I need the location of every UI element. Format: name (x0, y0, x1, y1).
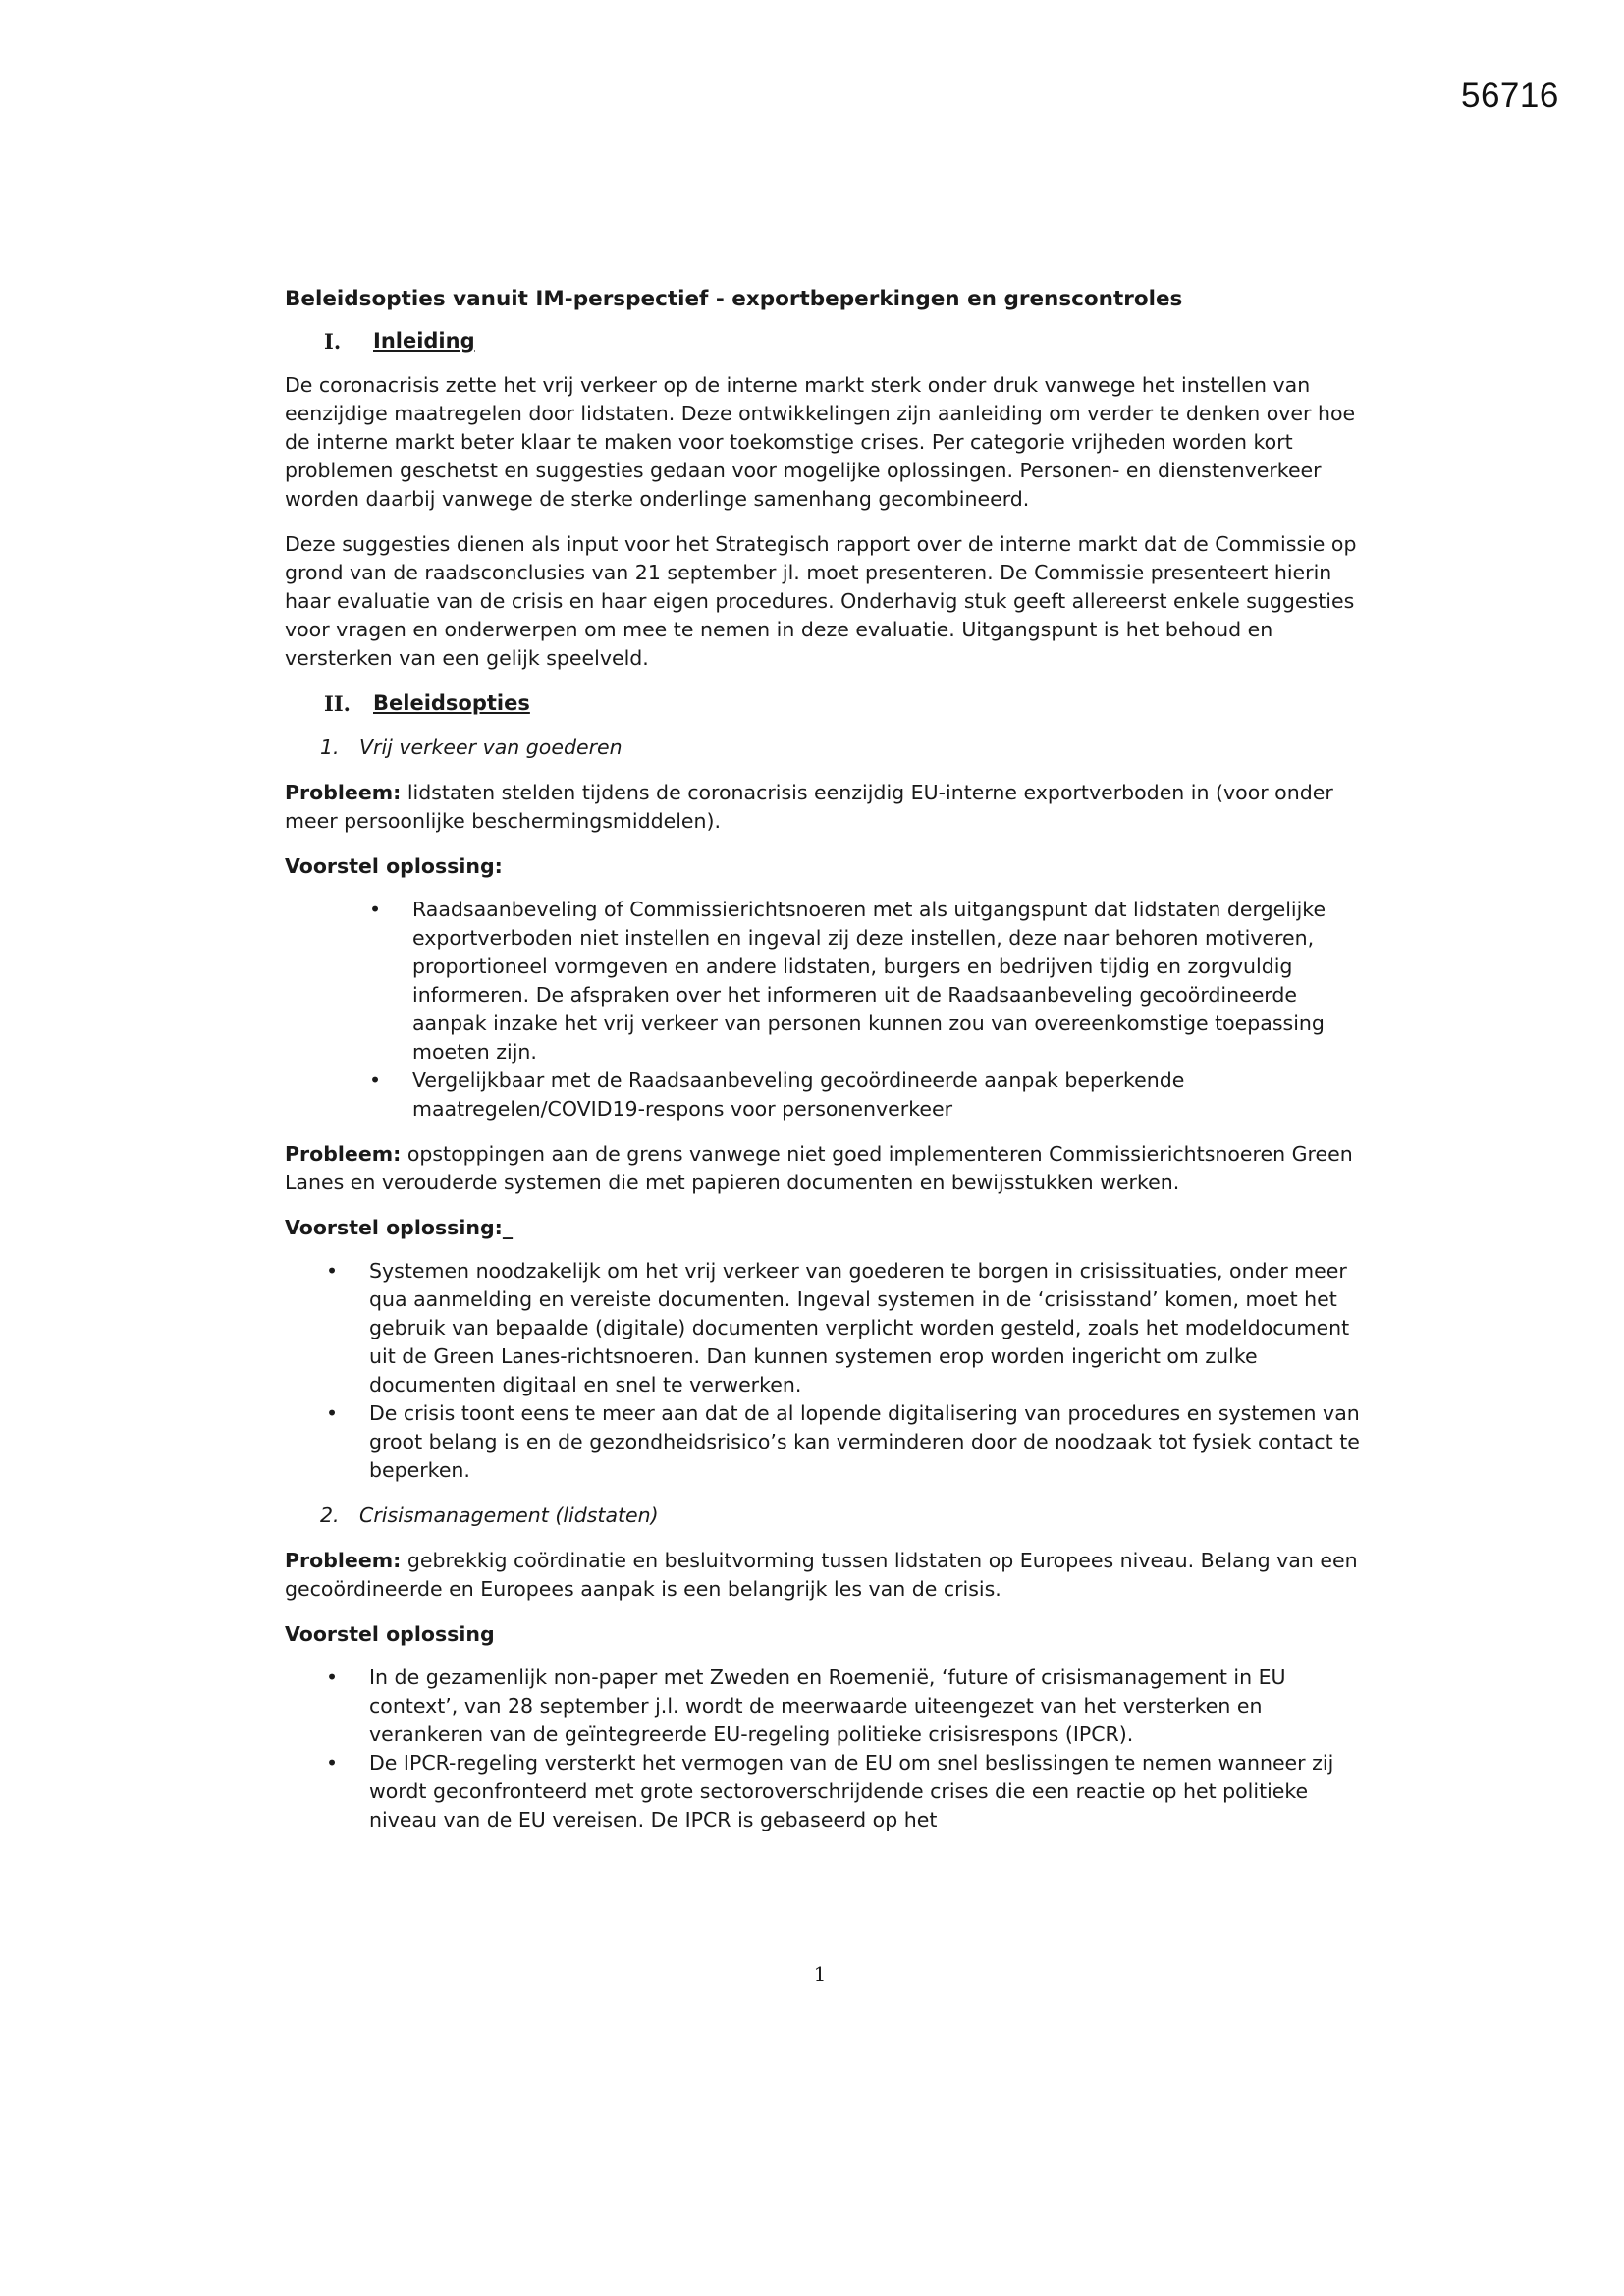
list-item (285, 1066, 1365, 1123)
list-item-text: Systemen noodzakelijk om het vrij verkeer van goederen te borgen in crisissituaties, onder meer qua aanmelding en vereiste documenten. Ingeval systemen in de ‘crisisstand’ komen, moet het gebruik van bepaalde (digitale) documenten verplicht worden gesteld, zoals het modeldocument uit de Green Lanes-richtsnoeren. Dan kunnen systemen erop worden ingericht om zulke documenten digitaal en snel te verwerken. (369, 1259, 1350, 1396)
intro-paragraph-2: Deze suggesties dienen als input voor het Strategisch rapport over de interne markt dat de Commissie op grond van de raadsconclusies van 21 september jl. moet presenteren. De Commissie presenteert hierin haar evaluatie van de crisis en haar eigen procedures. Onderhavig stuk geeft allereerst enkele suggesties voor vragen en onderwerpen om mee te nemen in deze evaluatie. Uitgangspunt is het behoud en versterken van een gelijk speelveld. (285, 532, 1357, 670)
list-item-text: De IPCR-regeling versterkt het vermogen van de EU om snel beslissingen te nemen wanneer zij wordt geconfronteerd met grote sectoroverschrijdende crises die een reactie op het politieke niveau van de EU vereisen. De IPCR is gebaseerd op het (369, 1751, 1334, 1831)
problem-label: Probleem: (285, 1549, 402, 1572)
list-item (285, 1664, 1365, 1749)
problem-label: Probleem: (285, 781, 402, 804)
solution-list (285, 896, 1365, 1123)
problem-label: Probleem: (285, 1142, 402, 1166)
bullet-icon: • (369, 898, 382, 921)
bullet-icon: • (326, 1259, 339, 1283)
list-item-text: In de gezamenlijk non-paper met Zweden en Roemenië, ‘future of crisismanagement in EU context’, van 28 september j.l. wordt de meerwaarde uiteengezet van het versterken en verankeren van de geïntegreerde EU-regeling politieke crisisrespons (IPCR). (369, 1666, 1286, 1746)
subheading-label: Vrij verkeer van goederen (359, 736, 623, 759)
list-item-text: Raadsaanbeveling of Commissierichtsnoeren met als uitgangspunt dat lidstaten dergelijke exportverboden niet instellen en ingeval zij deze instellen, deze naar behoren motiveren, proportioneel vormgeven en andere lidstaten, burgers en bedrijven tijdig en zorgvuldig informeren. De afspraken over het informeren uit de Raadsaanbeveling gecoördineerde aanpak inzake het vrij verkeer van personen kunnen zou van overeenkomstige toepassing moeten zijn. (412, 898, 1326, 1064)
document-title: Beleidsopties vanuit IM-perspectief - exportbeperkingen en grenscontroles (285, 287, 1183, 311)
list-item-text: Vergelijkbaar met de Raadsaanbeveling gecoördineerde aanpak beperkende maatregelen/COVID19-respons voor personenverkeer (412, 1068, 1185, 1121)
list-item (285, 1257, 1365, 1399)
problem-text: gebrekkig coördinatie en besluitvorming tussen lidstaten op Europees niveau. Belang van een gecoördineerde en Europees aanpak is een belangrijk les van de crisis. (285, 1549, 1358, 1601)
page-number: 1 (813, 1962, 827, 1986)
bullet-icon: • (326, 1751, 339, 1775)
list-item (285, 896, 1365, 1066)
subheading-goederen (285, 734, 1365, 762)
problem-paragraph (285, 1140, 1365, 1197)
list-item-text: De crisis toont eens te meer aan dat de al lopende digitalisering van procedures en systemen van groot belang is en de gezondheidsrisico’s kan verminderen door de noodzaak tot fysiek contact te beperken. (369, 1401, 1360, 1482)
problem-paragraph (285, 1547, 1365, 1604)
solution-heading: Voorstel oplossing (285, 1622, 495, 1646)
problem-text: lidstaten stelden tijdens de coronacrisis eenzijdig EU-interne exportverboden in (voor onder meer persoonlijke beschermingsmiddelen). (285, 781, 1333, 833)
document-number: 56716 (1461, 77, 1559, 115)
section-heading-inleiding (285, 327, 1365, 355)
document-body (285, 285, 1365, 1851)
section-number: I. (324, 329, 342, 354)
solution-heading: Voorstel oplossing:_ (285, 1216, 514, 1239)
problem-paragraph (285, 779, 1365, 836)
problem-text: opstoppingen aan de grens vanwege niet goed implementeren Commissierichtsnoeren Green Lanes en verouderde systemen die met papieren documenten en bewijsstukken werken. (285, 1142, 1353, 1194)
subheading-label: Crisismanagement (lidstaten) (359, 1503, 659, 1527)
solution-list (285, 1664, 1365, 1834)
solution-list (285, 1257, 1365, 1485)
list-item (285, 1399, 1365, 1485)
section-heading-beleidsopties (285, 689, 1365, 718)
bullet-icon: • (326, 1401, 339, 1425)
list-item (285, 1749, 1365, 1834)
section-label: Beleidsopties (373, 691, 530, 715)
intro-paragraph-1: De coronacrisis zette het vrij verkeer op de interne markt sterk onder druk vanwege het instellen van eenzijdige maatregelen door lidstaten. Deze ontwikkelingen zijn aanleiding om verder te denken over hoe de interne markt beter klaar te maken voor toekomstige crises. Per categorie vrijheden worden kort problemen geschetst en suggesties gedaan voor mogelijke oplossingen. Personen- en dienstenverkeer worden daarbij vanwege de sterke onderlinge samenhang gecombineerd. (285, 373, 1356, 511)
solution-heading: Voorstel oplossing: (285, 854, 503, 878)
subheading-number: 2. (320, 1503, 340, 1527)
section-label: Inleiding (373, 329, 475, 353)
bullet-icon: • (369, 1068, 382, 1092)
section-number: II. (324, 691, 351, 716)
bullet-icon: • (326, 1666, 339, 1689)
subheading-crisismanagement (285, 1502, 1365, 1530)
subheading-number: 1. (320, 736, 340, 759)
